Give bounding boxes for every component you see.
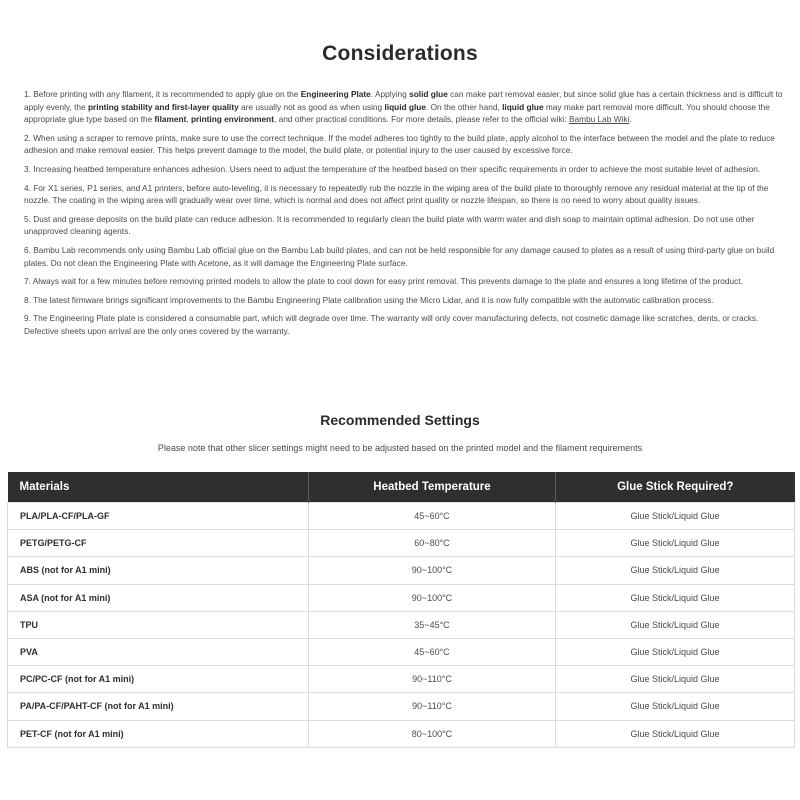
material-cell: PVA xyxy=(8,638,309,665)
glue-cell: Glue Stick/Liquid Glue xyxy=(556,611,795,638)
material-cell: ABS (not for A1 mini) xyxy=(8,557,309,584)
table-body xyxy=(8,503,795,748)
consideration-text: are usually not as good as when using xyxy=(238,101,385,112)
table-row xyxy=(8,611,795,638)
considerations-list xyxy=(24,88,794,344)
consideration-text: 5. Dust and grease deposits on the build plate can reduce adhesion. It is recommended to regularly clean the build plate with warm water and dish soap to maintain optimal adhesion. Do not use other unapproved cleaning agents. xyxy=(24,213,755,237)
emphasis-text: printing environment xyxy=(190,114,274,125)
column-header-glue-stick: Glue Stick Required? xyxy=(556,472,795,503)
temperature-cell: 60~80°C xyxy=(309,530,556,557)
consideration-item xyxy=(24,312,794,337)
emphasis-text: liquid glue xyxy=(502,101,544,112)
consideration-text: 1. Before printing with any filament, it is recommended to apply glue on the xyxy=(24,89,301,99)
material-cell: PETG/PETG-CF xyxy=(8,530,309,557)
consideration-item xyxy=(24,275,794,288)
material-cell: PET-CF (not for A1 mini) xyxy=(8,720,309,747)
consideration-text: 3. Increasing heatbed temperature enhances adhesion. Users need to adjust the temperature of the heatbed based on their specific requirements in order to achieve the most suitable level of adhesion. xyxy=(24,163,761,174)
temperature-cell: 90~100°C xyxy=(309,584,556,611)
consideration-item xyxy=(24,132,794,157)
emphasis-text: liquid glue xyxy=(384,101,426,112)
material-cell: PA/PA-CF/PAHT-CF (not for A1 mini) xyxy=(8,693,309,720)
temperature-cell: 45~60°C xyxy=(309,503,556,530)
consideration-text: 2. When using a scraper to remove prints, make sure to use the correct technique. If the model adheres too tightly to the build plate, apply alcohol to the interface between the model and the plate to reduce adhesion and make removal easier. This helps prevent damage to the model, the build plate, or potential injury to the user caused by excessive force. xyxy=(24,132,775,156)
material-cell: TPU xyxy=(8,611,309,638)
consideration-text: 6. Bambu Lab recommends only using Bambu Lab official glue on the Bambu Lab build plates, and can not be held responsible for any damage caused to plates as a result of using third-party glue on build plates. Do not clean the Engineering Plate with Acetone, as it will damage the Engineering Plate surface. xyxy=(24,244,775,268)
glue-cell: Glue Stick/Liquid Glue xyxy=(556,584,795,611)
consideration-text: , and other practical conditions. For more details, please refer to the official wiki: xyxy=(273,114,569,125)
consideration-item xyxy=(24,163,794,176)
consideration-text: , xyxy=(186,114,191,125)
table-row xyxy=(8,720,795,747)
section-subtitle: Please note that other slicer settings might need to be adjusted based on the printed model and the filament requirements xyxy=(157,443,643,453)
consideration-text: can make part removal easier, but since solid glue has a certain thickness and is difficult to apply evenly, the xyxy=(24,89,783,112)
temperature-cell: 90~110°C xyxy=(309,693,556,720)
glue-cell: Glue Stick/Liquid Glue xyxy=(556,503,795,530)
temperature-cell: 90~110°C xyxy=(309,666,556,693)
emphasis-text: filament xyxy=(154,114,187,125)
temperature-cell: 45~60°C xyxy=(309,638,556,665)
material-cell: PC/PC-CF (not for A1 mini) xyxy=(8,666,309,693)
emphasis-text: Engineering Plate xyxy=(300,89,371,99)
consideration-text: may make part removal more difficult. You should choose the appropriate glue type based on the xyxy=(24,101,770,125)
consideration-item xyxy=(24,294,794,307)
table-header-row xyxy=(8,472,795,503)
glue-cell: Glue Stick/Liquid Glue xyxy=(556,557,795,584)
table-row xyxy=(8,666,795,693)
table-row xyxy=(8,503,795,530)
consideration-item xyxy=(24,88,794,126)
glue-cell: Glue Stick/Liquid Glue xyxy=(556,693,795,720)
consideration-item xyxy=(24,213,794,238)
consideration-item xyxy=(24,244,794,269)
emphasis-text: printing stability and first-layer quality xyxy=(87,101,239,112)
settings-table xyxy=(7,472,795,748)
consideration-text: 8. The latest firmware brings significant improvements to the Bambu Engineering Plate calibration using the Micro Lidar, and it is now fully compatible with the automatic calibration process. xyxy=(24,294,714,305)
consideration-text: . On the other hand, xyxy=(425,101,503,112)
temperature-cell: 35~45°C xyxy=(309,611,556,638)
table-row xyxy=(8,530,795,557)
table-row xyxy=(8,638,795,665)
table-row xyxy=(8,557,795,584)
consideration-text: 7. Always wait for a few minutes before removing printed models to allow the plate to cool down for easy print removal. This prevents damage to the plate and ensures a long lifetime of the product. xyxy=(24,276,743,287)
temperature-cell: 90~100°C xyxy=(309,557,556,584)
table-row xyxy=(8,693,795,720)
wiki-link[interactable]: Bambu Lab Wiki xyxy=(568,114,630,125)
glue-cell: Glue Stick/Liquid Glue xyxy=(556,638,795,665)
consideration-text: . Applying xyxy=(370,89,410,99)
emphasis-text: solid glue xyxy=(409,89,448,99)
consideration-text: 4. For X1 series, P1 series, and A1 printers, before auto-leveling, it is necessary to repeatedly rub the nozzle in the wiping area of the build plate to thoroughly remove any residual material at the tip of the nozzle. The coating in the wiping area will gradually wear over time, which is normal and does not affect print quality or nozzle lifespan, so there is no need to worry about quality issues. xyxy=(24,182,769,206)
column-header-heatbed-temperature: Heatbed Temperature xyxy=(309,472,556,503)
section-title: Recommended Settings xyxy=(320,412,480,428)
consideration-text: 9. The Engineering Plate plate is considered a consumable part, which will degrade over time. The warranty will only cover manufacturing defects, not cosmetic damage like scratches, dents, or cracks. Defective sheets upon arrival are the only ones covered by the warranty. xyxy=(24,313,759,336)
glue-cell: Glue Stick/Liquid Glue xyxy=(556,666,795,693)
page-title: Considerations xyxy=(322,42,478,65)
glue-cell: Glue Stick/Liquid Glue xyxy=(556,530,795,557)
material-cell: PLA/PLA-CF/PLA-GF xyxy=(8,503,309,530)
glue-cell: Glue Stick/Liquid Glue xyxy=(556,720,795,747)
table-row xyxy=(8,584,795,611)
temperature-cell: 80~100°C xyxy=(309,720,556,747)
material-cell: ASA (not for A1 mini) xyxy=(8,584,309,611)
column-header-materials: Materials xyxy=(8,472,309,503)
consideration-text: . xyxy=(629,114,632,125)
consideration-item xyxy=(24,182,794,207)
